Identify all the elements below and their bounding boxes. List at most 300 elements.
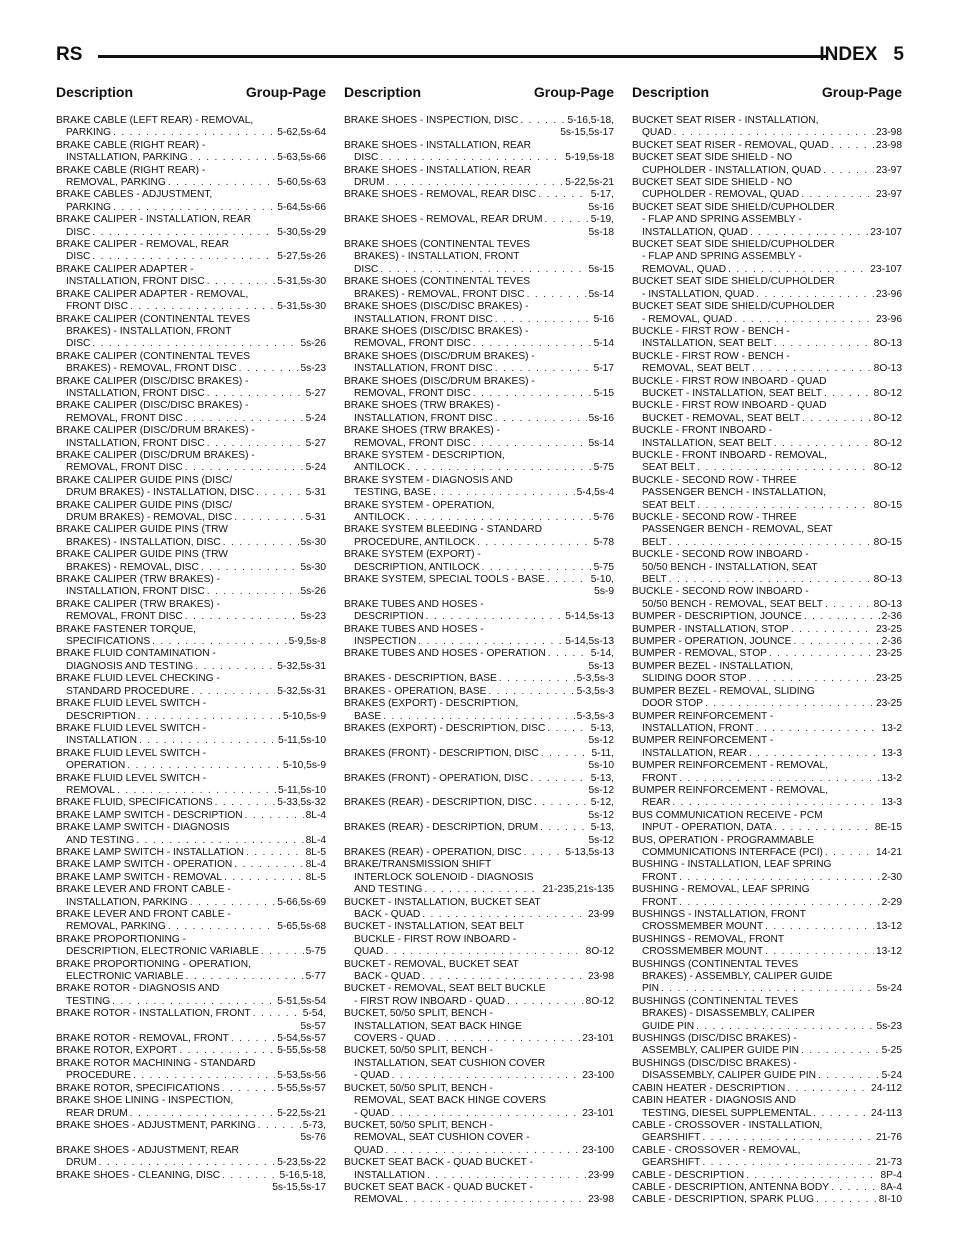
page-reference: 5-3,5s-3 <box>576 710 614 722</box>
page-reference: 5-54, <box>302 1008 326 1020</box>
entry-text: INSPECTION <box>354 636 417 648</box>
page-reference: 5-24 <box>881 1070 902 1082</box>
entry-text-line: BRAKE SHOES (TRW BRAKES) - <box>344 400 501 412</box>
entry-text-line: BRAKE SHOES (DISC/DISC BRAKES) - <box>344 301 529 313</box>
entry-text-line: BUSHING - INSTALLATION, LEAF SPRING <box>632 859 832 871</box>
index-column-3 <box>632 84 902 1224</box>
page-reference: 5-75 <box>305 946 326 958</box>
entry-text-line: BRAKE SHOES (DISC/DRUM BRAKES) - <box>344 375 535 387</box>
page-reference: 23-100 <box>582 1144 614 1156</box>
entry-text: INSTALLATION, FRONT DISC <box>66 387 205 399</box>
leader-dots <box>133 1070 275 1082</box>
index-entry <box>56 648 326 673</box>
entry-text-line: BUS COMMUNICATION RECEIVE - PCM <box>632 809 823 821</box>
entry-last-line <box>56 127 326 139</box>
leader-dots <box>246 847 304 859</box>
leader-dots <box>547 574 589 586</box>
entry-text: SPECIFICATIONS <box>66 636 151 648</box>
entry-last-line <box>56 797 326 809</box>
page-reference: 13-3 <box>881 747 902 759</box>
entry-text: SEAT BELT <box>642 499 696 511</box>
page-reference: 5-12, <box>590 797 614 809</box>
index-entry <box>632 326 902 351</box>
entry-text: QUAD <box>354 1144 384 1156</box>
entry-text: BRAKE ROTOR - INSTALLATION, FRONT <box>56 1008 251 1020</box>
entry-text: QUAD <box>354 946 384 958</box>
leader-dots <box>831 140 874 152</box>
entry-last-line <box>56 711 326 723</box>
index-entry <box>344 1045 614 1082</box>
entry-text-line: REMOVAL, SEAT BACK HINGE COVERS <box>354 1095 546 1107</box>
index-entry <box>344 165 614 190</box>
leader-dots <box>234 859 303 871</box>
entry-text-line: BRAKE SHOES (TRW BRAKES) - <box>344 425 501 437</box>
entry-last-line <box>56 1157 326 1169</box>
page-reference: 5-13, <box>590 722 614 734</box>
index-entry <box>56 673 326 698</box>
leader-dots <box>831 1182 878 1194</box>
entry-text: DISC <box>66 226 91 238</box>
entry-last-line <box>56 661 326 673</box>
entry-text-line: BUCKLE - SECOND ROW - THREE <box>632 474 797 486</box>
index-entry <box>632 1145 902 1170</box>
page-reference: 24-112 <box>871 1082 902 1094</box>
entry-text: BRAKE TUBES AND HOSES - OPERATION <box>344 648 546 660</box>
page-number: 5 <box>893 44 904 65</box>
leader-dots <box>495 363 592 375</box>
page-reference: 5-75 <box>593 462 614 474</box>
entry-text-line: BRAKE CALIPER ADAPTER - REMOVAL, <box>56 288 249 300</box>
leader-dots <box>426 611 564 623</box>
index-entry <box>56 524 326 549</box>
entry-text: TESTING, DIESEL SUPPLEMENTAL <box>642 1107 812 1119</box>
entry-text: DISC <box>354 152 379 164</box>
index-entry <box>56 859 326 871</box>
entry-text: TESTING <box>66 995 111 1007</box>
index-entry <box>632 1120 902 1145</box>
leader-dots <box>113 127 275 139</box>
entry-last-line <box>56 1083 326 1095</box>
entry-last-line <box>344 909 614 921</box>
page-reference: 5-64,5s-66 <box>277 201 326 213</box>
index-entry <box>632 512 902 549</box>
page-reference: 5-3,5s-3 <box>576 673 614 685</box>
leader-dots <box>136 835 303 847</box>
leader-dots <box>524 847 564 859</box>
leader-dots <box>774 338 872 350</box>
leader-dots <box>669 574 872 586</box>
entry-text: BRAKE LAMP SWITCH - DESCRIPTION <box>56 809 243 821</box>
leader-dots <box>195 661 275 673</box>
leader-dots <box>769 648 874 660</box>
page-reference: 5s-14 <box>588 288 614 300</box>
entry-text: DESCRIPTION <box>66 710 136 722</box>
leader-dots <box>186 971 304 983</box>
entry-last-line <box>56 227 326 239</box>
entry-text-line: BRAKE FLUID LEVEL SWITCH - <box>56 747 207 759</box>
page-reference: 5-16,5-18, <box>567 115 614 126</box>
page-reference: 24-113 <box>871 1107 902 1119</box>
entry-text: COMMUNICATIONS INTERFACE (PCI) <box>642 846 823 858</box>
description-heading: Description <box>344 84 422 100</box>
entry-last-line <box>632 227 902 239</box>
entry-text-line: BRAKE TUBES AND HOSES - <box>344 623 484 635</box>
index-entry <box>56 1120 326 1145</box>
page-reference: 13-2 <box>881 722 902 734</box>
leader-dots <box>746 1170 878 1182</box>
page-reference: 5s-26 <box>300 586 326 598</box>
page-reference-continued: 5s-76 <box>300 1132 326 1144</box>
leader-dots <box>473 438 587 450</box>
entry-last-line <box>344 822 614 834</box>
entry-text-line: BUCKET SEAT SIDE SHIELD - NO <box>632 152 793 164</box>
page-reference: 5-24 <box>305 412 326 424</box>
entry-text-line: BUMPER BEZEL - INSTALLATION, <box>632 660 794 672</box>
page-reference: 5s-14 <box>588 437 614 449</box>
entry-text: BUMPER - DESCRIPTION, JOUNCE <box>632 611 802 623</box>
entry-text: CABIN HEATER - DESCRIPTION <box>632 1082 786 1094</box>
index-entry <box>632 686 902 711</box>
entry-last-line <box>344 512 614 524</box>
index-entry <box>56 959 326 984</box>
leader-dots <box>385 946 583 958</box>
entry-text: REMOVAL <box>66 784 116 796</box>
page-reference: 5-10,5s-9 <box>282 710 326 722</box>
leader-dots <box>424 884 540 896</box>
entry-last-line <box>632 413 902 425</box>
entry-last-line <box>344 1194 614 1206</box>
index-entry <box>56 1083 326 1095</box>
leader-dots <box>185 462 304 474</box>
leader-dots <box>545 214 589 226</box>
entry-text-line: BUCKET SEAT SIDE SHIELD/CUPHOLDER <box>632 201 835 213</box>
entry-last-line <box>632 1083 902 1095</box>
index-entry <box>56 115 326 140</box>
entry-text: CUPHOLDER - REMOVAL, QUAD <box>642 189 800 201</box>
entry-text-line: BRAKE PROPORTIONING - OPERATION, <box>56 958 251 970</box>
leader-dots <box>190 152 276 164</box>
index-entry <box>56 810 326 822</box>
index-entry <box>56 872 326 884</box>
leader-dots <box>672 797 879 809</box>
page-reference: 5-19,5s-18 <box>565 152 614 164</box>
entry-last-line <box>632 289 902 301</box>
entry-last-line <box>56 835 326 847</box>
leader-dots <box>392 1070 581 1082</box>
entry-text-line: BUCKET SEAT BACK - QUAD BUCKET - <box>344 1181 533 1193</box>
entry-text-line: BUCKET SEAT RISER - INSTALLATION, <box>632 115 819 126</box>
page-reference: 2-30 <box>881 871 902 883</box>
page-reference: 5-27 <box>305 387 326 399</box>
index-entry <box>56 1095 326 1120</box>
index-entry <box>56 698 326 723</box>
index-entry <box>56 264 326 289</box>
index-entry <box>632 624 902 636</box>
leader-dots <box>824 388 872 400</box>
entry-text-line: BUCKLE - FIRST ROW INBOARD - QUAD <box>632 400 827 412</box>
entry-text: CABLE - DESCRIPTION <box>632 1169 745 1181</box>
index-entry <box>632 711 902 736</box>
entry-text: DRUM <box>354 177 385 189</box>
entry-text: REMOVAL <box>354 1194 404 1206</box>
page-reference: 5-27 <box>305 437 326 449</box>
page-reference: 23-98 <box>875 127 902 139</box>
index-entry <box>344 773 614 798</box>
index-entry <box>56 214 326 239</box>
index-entry <box>632 400 902 425</box>
leader-dots <box>168 921 275 933</box>
entry-text-line: BUCKET SEAT SIDE SHIELD/CUPHOLDER <box>632 301 835 313</box>
index-column-1 <box>56 84 326 1224</box>
entry-text: BRAKES (FRONT) - OPERATION, DISC <box>344 772 529 784</box>
entry-text: PARKING <box>66 127 112 139</box>
entry-text-line: - FLAP AND SPRING ASSEMBLY - <box>642 251 802 263</box>
entry-text-line: BUCKLE - FIRST ROW - BENCH - <box>632 350 790 362</box>
index-entry <box>56 1170 326 1195</box>
entry-text-line: BRAKE CALIPER - REMOVAL, REAR <box>56 239 230 251</box>
page-reference: 5s-23 <box>300 611 326 623</box>
entry-last-line <box>56 872 326 884</box>
entry-text: INSTALLATION, FRONT DISC <box>354 313 493 325</box>
entry-text: AND TESTING <box>66 834 135 846</box>
index-entry <box>344 698 614 723</box>
page-reference: 2-36 <box>881 636 902 648</box>
entry-text-line: BRAKE CALIPER (DISC/DISC BRAKES) - <box>56 400 249 412</box>
entry-last-line <box>632 1182 902 1194</box>
index-entry <box>56 239 326 264</box>
page-reference: 5-25 <box>881 1045 902 1057</box>
page-reference: 5-60,5s-63 <box>277 177 326 189</box>
entry-last-line <box>632 1021 902 1033</box>
entry-last-line <box>344 971 614 983</box>
entry-text-line: BUSHINGS (DISC/DISC BRAKES) - <box>632 1057 797 1069</box>
entry-last-line <box>56 276 326 288</box>
page-reference: 23-98 <box>587 1194 614 1206</box>
entry-text: INSTALLATION, REAR <box>642 747 747 759</box>
entry-text: BUMPER - OPERATION, JOUNCE <box>632 636 792 648</box>
index-title: INDEX <box>819 44 878 65</box>
page-reference: 8L-4 <box>305 859 326 871</box>
entry-text-line: BRAKE CALIPER (DISC/DRUM BRAKES) - <box>56 449 255 461</box>
leader-dots <box>534 797 589 809</box>
page-reference: 5-14 <box>593 338 614 350</box>
entry-last-line <box>344 711 614 723</box>
leader-dots <box>185 413 304 425</box>
leader-dots <box>540 822 589 834</box>
page-reference: 5-4,5s-4 <box>576 487 614 499</box>
entry-text: INSTALLATION, FRONT DISC <box>66 437 205 449</box>
entry-text: ANTILOCK <box>354 462 405 474</box>
entry-last-line <box>344 946 614 958</box>
entry-last-line <box>632 537 902 549</box>
entry-text: BUMPER - REMOVAL, STOP <box>632 648 767 660</box>
index-entry <box>56 376 326 401</box>
entry-last-line <box>56 686 326 698</box>
entry-text-line: BUCKET - REMOVAL, SEAT BELT BUCKLE <box>344 983 546 995</box>
entry-last-line <box>344 574 614 586</box>
entries-list <box>632 115 902 1207</box>
entry-last-line <box>632 698 902 710</box>
entry-last-line <box>632 1132 902 1144</box>
entry-last-line <box>56 1070 326 1082</box>
entry-last-line <box>632 847 902 859</box>
page-reference: 8E-15 <box>874 822 902 834</box>
entry-last-line <box>632 363 902 375</box>
entry-last-line <box>344 1145 614 1157</box>
entry-last-line <box>632 797 902 809</box>
page-reference: 23-100 <box>582 1070 614 1082</box>
index-entry <box>344 549 614 574</box>
leader-dots <box>749 748 880 760</box>
entry-last-line <box>344 686 614 698</box>
entry-text-line: BRAKE SHOES (CONTINENTAL TEVES <box>344 239 531 251</box>
leader-dots <box>499 673 575 685</box>
index-entry <box>56 723 326 748</box>
leader-dots <box>191 686 275 698</box>
entry-text: DOOR STOP <box>642 698 703 710</box>
page-reference: 5-22,5s-21 <box>277 1107 326 1119</box>
page-reference: 8A-4 <box>880 1181 902 1193</box>
leader-dots <box>152 636 286 648</box>
entry-text: REMOVAL, SEAT BELT <box>642 363 750 375</box>
page-reference: 8L-5 <box>305 871 326 883</box>
page-reference: 8O-12 <box>873 387 902 399</box>
page-reference: 23-101 <box>582 1107 614 1119</box>
leader-dots <box>804 611 880 623</box>
page-reference: 5-13,5s-13 <box>565 846 614 858</box>
leader-dots <box>234 512 303 524</box>
entry-last-line <box>632 946 902 958</box>
entry-text: CABLE - DESCRIPTION, ANTENNA BODY <box>632 1181 829 1193</box>
entry-last-line <box>56 251 326 263</box>
entry-text: BRAKE SHOES - REMOVAL, REAR DRUM <box>344 214 543 226</box>
entry-text-line: BUSHINGS - REMOVAL, FRONT <box>632 933 785 945</box>
page-reference: 5s-23 <box>876 1020 902 1032</box>
description-heading: Description <box>632 84 710 100</box>
leader-dots <box>774 438 872 450</box>
entry-text: ANTILOCK <box>354 512 405 523</box>
entry-text: BRAKES (REAR) - DESCRIPTION, DISC <box>344 797 532 809</box>
entry-last-line <box>344 363 614 375</box>
entry-text-line: BUMPER REINFORCEMENT - <box>632 735 774 747</box>
leader-dots <box>231 1033 275 1045</box>
entry-text-line: BRAKE SYSTEM - DIAGNOSIS AND <box>344 474 513 486</box>
index-entry <box>344 921 614 958</box>
leader-dots <box>392 1108 581 1120</box>
page-reference: 5-31,5s-30 <box>277 301 326 313</box>
entry-last-line <box>632 338 902 350</box>
entry-last-line <box>344 462 614 474</box>
index-entry <box>344 326 614 351</box>
page-reference-continued: 5s-18 <box>588 226 614 238</box>
entry-text-line: BRAKE CALIPER GUIDE PINS (DISC/ <box>56 474 233 486</box>
page-reference: 5-3,5s-3 <box>576 685 614 697</box>
entry-text: - QUAD <box>354 1070 390 1082</box>
entry-last-line <box>632 921 902 933</box>
index-entry <box>56 165 326 190</box>
entry-text-line: BRAKE CALIPER (TRW BRAKES) - <box>56 574 220 586</box>
entry-text: BACK - QUAD <box>354 909 421 920</box>
page-reference: 5-31 <box>305 512 326 523</box>
leader-dots <box>816 1194 877 1206</box>
entry-text: DESCRIPTION, ANTILOCK <box>354 561 480 573</box>
leader-dots <box>520 115 565 127</box>
page-reference-continued: 5s-16 <box>588 201 614 213</box>
leader-dots <box>99 1157 276 1169</box>
entry-text: BRAKES (FRONT) - DESCRIPTION, DISC <box>344 747 539 759</box>
index-entry <box>632 586 902 611</box>
leader-dots <box>92 227 275 239</box>
index-entry <box>56 351 326 376</box>
entry-text-line: BRAKE LEVER AND FRONT CABLE - <box>56 909 231 920</box>
leader-dots <box>749 673 874 685</box>
leader-dots <box>750 227 868 239</box>
entry-text-line: BUCKLE - FIRST ROW - BENCH - <box>632 325 790 337</box>
entry-last-line <box>56 202 326 214</box>
entry-text: GUIDE PIN <box>642 1020 695 1032</box>
entry-last-line <box>632 822 902 834</box>
entry-text-line: - FLAP AND SPRING ASSEMBLY - <box>642 214 802 226</box>
entry-text-line: BUMPER REINFORCEMENT - <box>632 710 774 722</box>
index-entry <box>344 351 614 376</box>
leader-dots <box>495 413 587 425</box>
entry-text-line: BUCKLE - FRONT INBOARD - <box>632 425 773 437</box>
index-entry <box>56 934 326 959</box>
index-entry <box>344 189 614 214</box>
entry-last-line <box>344 338 614 350</box>
leader-dots <box>179 1045 275 1057</box>
entry-last-line <box>344 537 614 549</box>
index-entry <box>632 177 902 202</box>
page-reference: 5s-23 <box>300 363 326 375</box>
entry-last-line <box>344 1070 614 1082</box>
leader-dots <box>473 388 592 400</box>
entry-last-line <box>56 897 326 909</box>
index-entry <box>632 996 902 1033</box>
entry-text: BRAKE SHOES - REMOVAL, REAR DISC <box>344 189 537 201</box>
index-entry <box>344 959 614 984</box>
section-code: RS <box>56 44 83 65</box>
leader-dots <box>385 1145 580 1157</box>
entry-text-line: BRAKE FLUID CONTAMINATION - <box>56 648 216 660</box>
entry-text-line: BUCKET - INSTALLATION, SEAT BELT <box>344 921 525 933</box>
entry-text-line: 50/50 BENCH - INSTALLATION, SEAT <box>642 561 818 573</box>
leader-dots <box>185 611 299 623</box>
index-entry <box>344 1008 614 1045</box>
entry-last-line <box>344 1033 614 1045</box>
page-reference: 23-97 <box>875 164 902 176</box>
entry-text: BRAKES - OPERATION, BASE <box>344 685 487 697</box>
index-entry <box>56 1008 326 1033</box>
leader-dots <box>793 636 879 648</box>
entry-text: CABLE - DESCRIPTION, SPARK PLUG <box>632 1194 815 1206</box>
page-reference: 5-11,5s-10 <box>278 784 326 796</box>
column-header <box>344 84 614 100</box>
page-reference: 8L-4 <box>305 809 326 821</box>
page-reference: 5-17 <box>593 363 614 375</box>
index-entry <box>632 1095 902 1120</box>
index-entry <box>344 897 614 922</box>
page-reference: 5-33,5s-32 <box>277 797 326 809</box>
entry-text: INSTALLATION, PARKING <box>66 896 188 908</box>
column-header <box>632 84 902 100</box>
entry-text: BRAKE LAMP SWITCH - OPERATION <box>56 859 233 871</box>
entry-last-line <box>632 438 902 450</box>
entry-text-line: BRAKE SHOE LINING - INSPECTION, <box>56 1095 234 1107</box>
entry-text: REMOVAL, PARKING <box>66 177 166 189</box>
entry-text-line: INTERLOCK SOLENOID - DIAGNOSIS <box>354 871 534 883</box>
page-reference: 5s-30 <box>300 561 326 573</box>
